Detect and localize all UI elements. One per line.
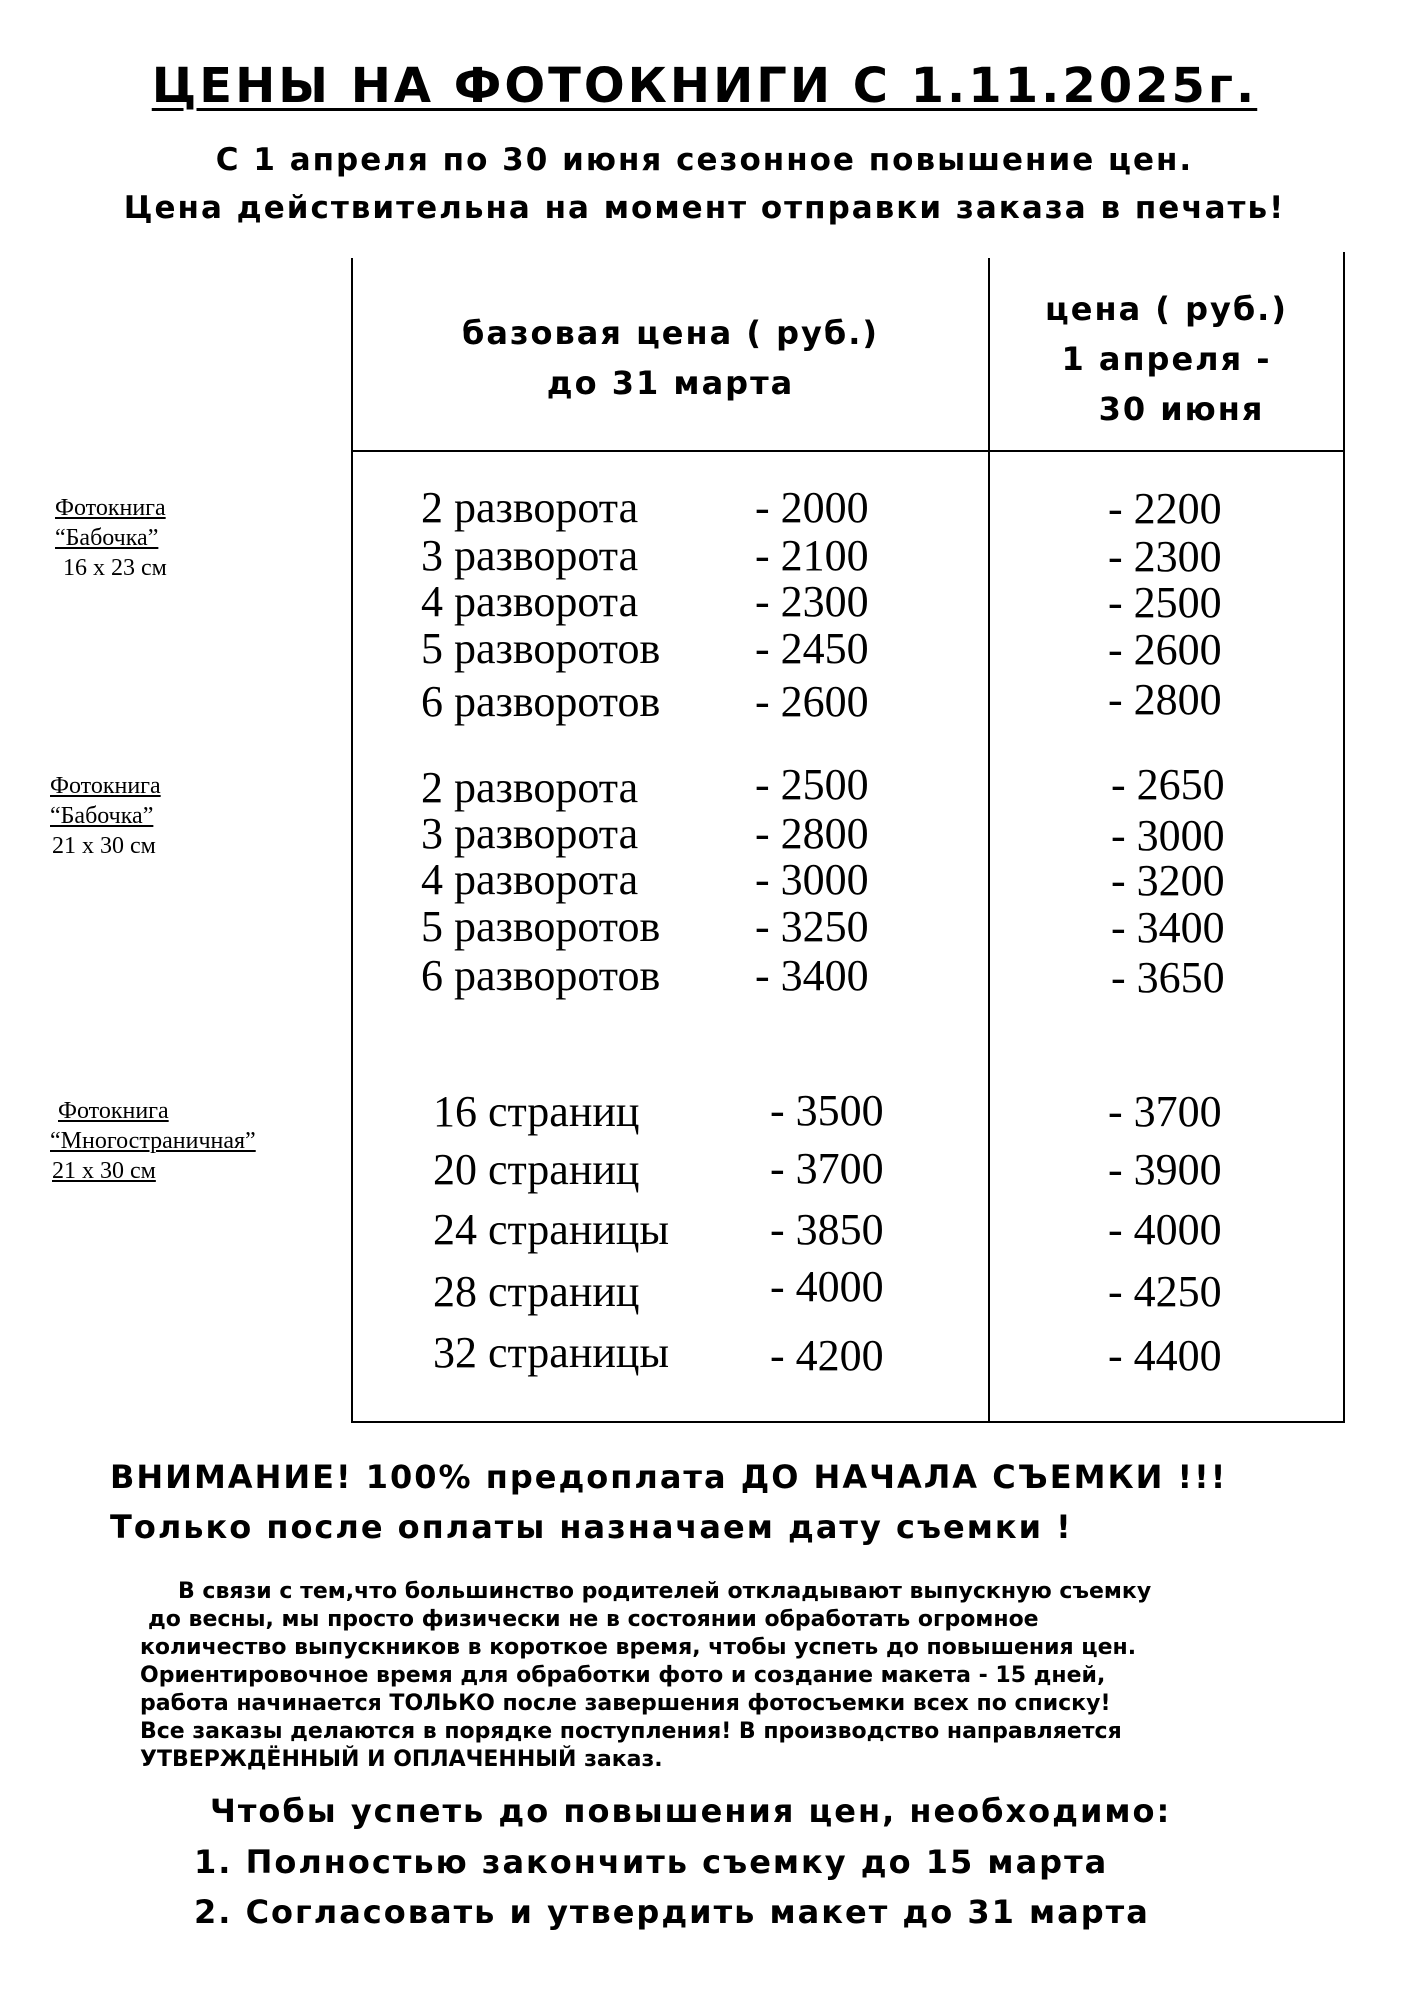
table-row: [433, 1205, 669, 1255]
deadline-intro: Чтобы успеть до повышения цен, необходимо:: [210, 1792, 1172, 1830]
row-name: 6 разворотов: [421, 951, 661, 1000]
table-right-border: [1343, 252, 1345, 1423]
row-name: 28 страниц: [433, 1267, 640, 1316]
table-row: [421, 531, 638, 581]
row-season-price: - 2600: [1108, 625, 1222, 674]
note-line: Все заказы делаются в порядке поступления! В производство направляется: [140, 1719, 1122, 1744]
subtitle-line-1: С 1 апреля по 30 июня сезонное повышение цен.: [215, 142, 1194, 178]
row-base-price: - 2000: [755, 483, 869, 532]
row-base-price: - 2600: [755, 677, 869, 726]
group-label-butterfly-21x30: [50, 771, 161, 861]
season-price-header-line-2: 1 апреля -: [1061, 340, 1272, 378]
row-name: 4 разворота: [421, 577, 639, 626]
row-season-price: - 3000: [1111, 811, 1225, 860]
row-name: 16 страниц: [433, 1087, 640, 1136]
row-base-price: - 3850: [770, 1205, 884, 1254]
row-season-price: - 4400: [1108, 1331, 1222, 1380]
note-line: УТВЕРЖДЁННЫЙ И ОПЛАЧЕННЫЙ заказ.: [140, 1747, 663, 1772]
row-season-price: - 2200: [1108, 484, 1222, 533]
row-name: 3 разворота: [421, 809, 639, 858]
table-row: [421, 677, 660, 727]
group-label-size: 21 х 30 см: [52, 1158, 156, 1184]
deadline-step-2: 2. Согласовать и утвердить макет до 31 марта: [194, 1893, 1150, 1931]
row-name: 3 разворота: [421, 531, 639, 580]
page-title-text: ЦЕНЫ НА ФОТОКНИГИ С 1.11.2025г.: [151, 58, 1258, 114]
table-row: [433, 1145, 639, 1195]
row-name: 5 разворотов: [421, 902, 661, 951]
group-label-line: “Многостраничная”: [50, 1128, 256, 1154]
prepayment-warning: ВНИМАНИЕ! 100% предоплата ДО НАЧАЛА СЪЕМКИ !!!: [110, 1458, 1228, 1496]
deadline-step-1: 1. Полностью закончить съемку до 15 марта: [194, 1843, 1109, 1881]
group-label-line: “Бабочка”: [50, 803, 154, 829]
row-season-price: - 3650: [1111, 953, 1225, 1002]
row-base-price: - 2450: [755, 624, 869, 673]
row-base-price: - 2500: [755, 760, 869, 809]
page-title: [0, 58, 1409, 114]
group-label-line: “Бабочка”: [55, 525, 159, 551]
table-row: [421, 577, 638, 627]
group-label-line: Фотокнига: [50, 773, 161, 799]
row-season-price: - 3200: [1111, 856, 1225, 905]
group-label-butterfly-16x23: [55, 493, 167, 583]
season-price-header: [990, 284, 1343, 434]
subtitle-line-2: Цена действительна на момент отправки заказа в печать!: [123, 190, 1286, 226]
table-left-border: [351, 258, 353, 1423]
row-season-price: - 3400: [1111, 903, 1225, 952]
table-row: [433, 1087, 639, 1137]
row-base-price: - 3000: [755, 855, 869, 904]
row-base-price: - 3500: [770, 1086, 884, 1135]
table-row: [421, 902, 660, 952]
note-line: В связи с тем,что большинство родителей откладывают выпускную съемку: [178, 1579, 1152, 1604]
note-line: количество выпускников в короткое время, чтобы успеть до повышения цен.: [140, 1635, 1137, 1660]
row-base-price: - 2100: [755, 531, 869, 580]
row-season-price: - 2800: [1108, 675, 1222, 724]
table-row: [421, 855, 638, 905]
row-base-price: - 2300: [755, 577, 869, 626]
table-header-divider: [351, 450, 1345, 452]
note-line: работа начинается ТОЛЬКО после завершения фотосъемки всех по списку!: [140, 1691, 1111, 1716]
row-season-price: - 2500: [1108, 578, 1222, 627]
row-season-price: - 3700: [1108, 1087, 1222, 1136]
table-row: [421, 483, 638, 533]
base-price-header-line-1: базовая цена ( руб.): [462, 314, 879, 352]
row-name: 32 страницы: [433, 1328, 670, 1377]
group-label-line: Фотокнига: [55, 495, 166, 521]
table-row: [421, 951, 660, 1001]
row-season-price: - 4000: [1108, 1205, 1222, 1254]
table-bottom-border: [351, 1421, 1345, 1423]
group-label-size: 21 х 30 см: [52, 833, 156, 859]
row-base-price: - 3400: [755, 951, 869, 1000]
row-base-price: - 4200: [770, 1331, 884, 1380]
note-line: Ориентировочное время для обработки фото и создание макета - 15 дней,: [140, 1663, 1106, 1688]
table-row: [421, 763, 638, 813]
group-label-line: Фотокнига: [58, 1098, 169, 1124]
row-name: 20 страниц: [433, 1145, 640, 1194]
row-season-price: - 4250: [1108, 1267, 1222, 1316]
base-price-header: [353, 308, 988, 408]
row-name: 24 страницы: [433, 1205, 670, 1254]
group-label-multipage-21x30: [50, 1096, 256, 1186]
row-name: 4 разворота: [421, 855, 639, 904]
row-season-price: - 2300: [1108, 532, 1222, 581]
row-base-price: - 3700: [770, 1144, 884, 1193]
table-row: [421, 809, 638, 859]
row-base-price: - 2800: [755, 809, 869, 858]
row-name: 6 разворотов: [421, 677, 661, 726]
row-base-price: - 3250: [755, 902, 869, 951]
table-row: [433, 1267, 639, 1317]
processing-note: [140, 1578, 1151, 1774]
row-name: 2 разворота: [421, 483, 639, 532]
group-label-size: 16 х 23 см: [63, 555, 167, 581]
note-line: до весны, мы просто физически не в состоянии обработать огромное: [148, 1607, 1039, 1632]
row-name: 5 разворотов: [421, 624, 661, 673]
season-price-header-line-3: 30 июня: [1098, 390, 1265, 428]
row-season-price: - 3900: [1108, 1145, 1222, 1194]
row-name: 2 разворота: [421, 763, 639, 812]
table-row: [433, 1328, 669, 1378]
row-season-price: - 2650: [1111, 760, 1225, 809]
base-price-header-line-2: до 31 марта: [546, 364, 795, 402]
season-price-header-line-1: цена ( руб.): [1045, 290, 1288, 328]
row-base-price: - 4000: [770, 1262, 884, 1311]
table-row: [421, 624, 660, 674]
shoot-date-warning: Только после оплаты назначаем дату съемки !: [110, 1508, 1073, 1546]
